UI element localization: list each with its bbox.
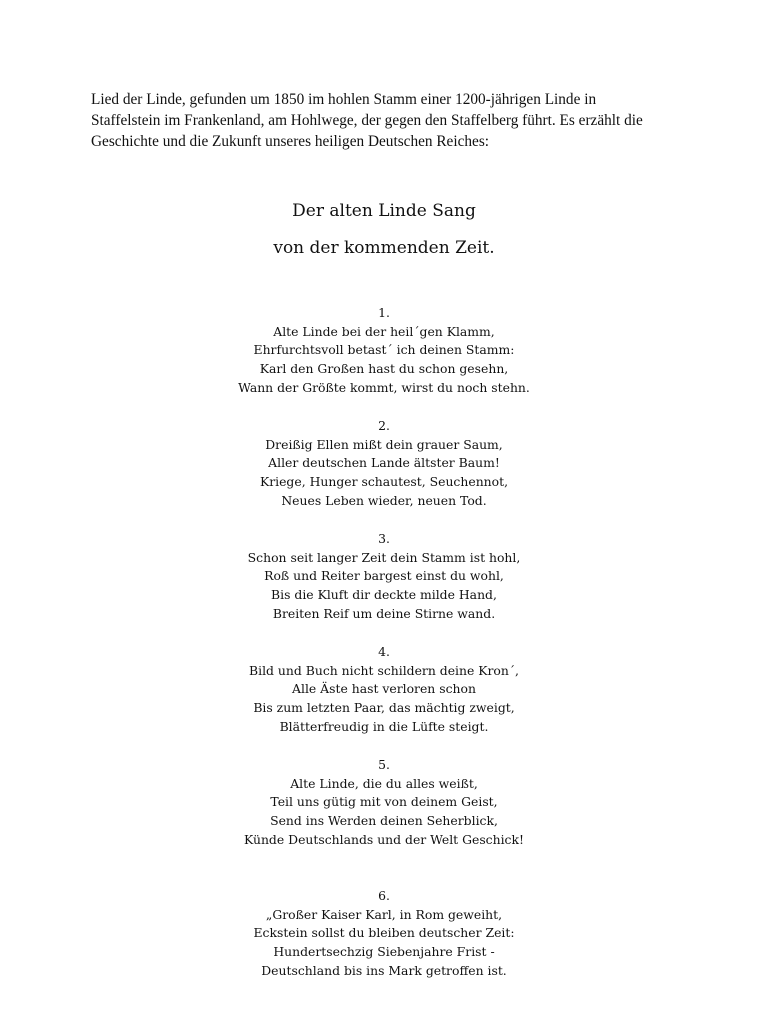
verse-line: Künde Deutschlands und der Welt Geschick!: [243, 831, 524, 847]
verse-line: Eckstein sollst du bleiben deutscher Zeit:: [253, 925, 515, 941]
verse-line: Aller deutschen Lande ältster Baum!: [268, 455, 500, 471]
verse-line: Karl den Großen hast du schon gesehn,: [259, 361, 509, 377]
stanza-1: [0, 304, 768, 398]
stanza-6: [0, 887, 768, 981]
verse-line: Hundertsechzig Siebenjahre Frist -: [273, 944, 495, 960]
intro-line: Staffelstein im Frankenland, am Hohlwege, der gegen den Staffelberg führt. Es erzählt die: [91, 112, 643, 129]
stanza-2: [0, 417, 768, 511]
verse-line: Kriege, Hunger schautest, Seuchennot,: [259, 474, 509, 490]
verse-line: Roß und Reiter bargest einst du wohl,: [264, 568, 504, 584]
verse-line: Alte Linde bei der heil´gen Klamm,: [273, 323, 495, 339]
stanza-3: [0, 530, 768, 624]
stanza-number: 5.: [378, 757, 390, 772]
stanza-number: 3.: [378, 531, 390, 546]
poem-subtitle: von der kommenden Zeit.: [273, 238, 495, 258]
verse-line: Teil uns gütig mit von deinem Geist,: [270, 794, 498, 810]
stanza-5: [0, 756, 768, 850]
verse-line: Dreißig Ellen mißt dein grauer Saum,: [265, 436, 503, 452]
verse-line: Bis die Kluft dir deckte milde Hand,: [271, 587, 497, 603]
stanza-number: 1.: [378, 305, 390, 320]
verse-line: Wann der Größte kommt, wirst du noch stehn.: [238, 379, 530, 395]
verse-line: Deutschland bis ins Mark getroffen ist.: [261, 962, 507, 978]
verse-line: Bis zum letzten Paar, das mächtig zweigt,: [253, 700, 515, 716]
stanza-number: 6.: [378, 888, 390, 903]
verse-line: Bild und Buch nicht schildern deine Kron´,: [249, 662, 519, 678]
verse-line: Blätterfreudig in die Lüfte steigt.: [279, 718, 489, 734]
verse-line: Alle Äste hast verloren schon: [292, 681, 476, 697]
verse-line: Alte Linde, die du alles weißt,: [290, 775, 478, 791]
stanza-number: 2.: [378, 418, 390, 433]
verse-line: „Großer Kaiser Karl, in Rom geweiht,: [265, 906, 503, 922]
verse-line: Send ins Werden deinen Seherblick,: [270, 813, 498, 829]
poem-title: Der alten Linde Sang: [292, 201, 476, 221]
verse-line: Ehrfurchtsvoll betast´ ich deinen Stamm:: [253, 342, 515, 358]
verse-line: Neues Leben wieder, neuen Tod.: [281, 492, 487, 508]
intro-line: Lied der Linde, gefunden um 1850 im hohlen Stamm einer 1200-jährigen Linde in: [91, 91, 597, 108]
intro-line: Geschichte und die Zukunft unseres heiligen Deutschen Reiches:: [91, 133, 490, 150]
stanza-number: 4.: [378, 644, 390, 659]
verse-line: Breiten Reif um deine Stirne wand.: [272, 605, 496, 621]
verse-line: Schon seit langer Zeit dein Stamm ist hohl,: [247, 549, 521, 565]
intro-paragraph: [91, 89, 691, 152]
stanza-4: [0, 643, 768, 737]
